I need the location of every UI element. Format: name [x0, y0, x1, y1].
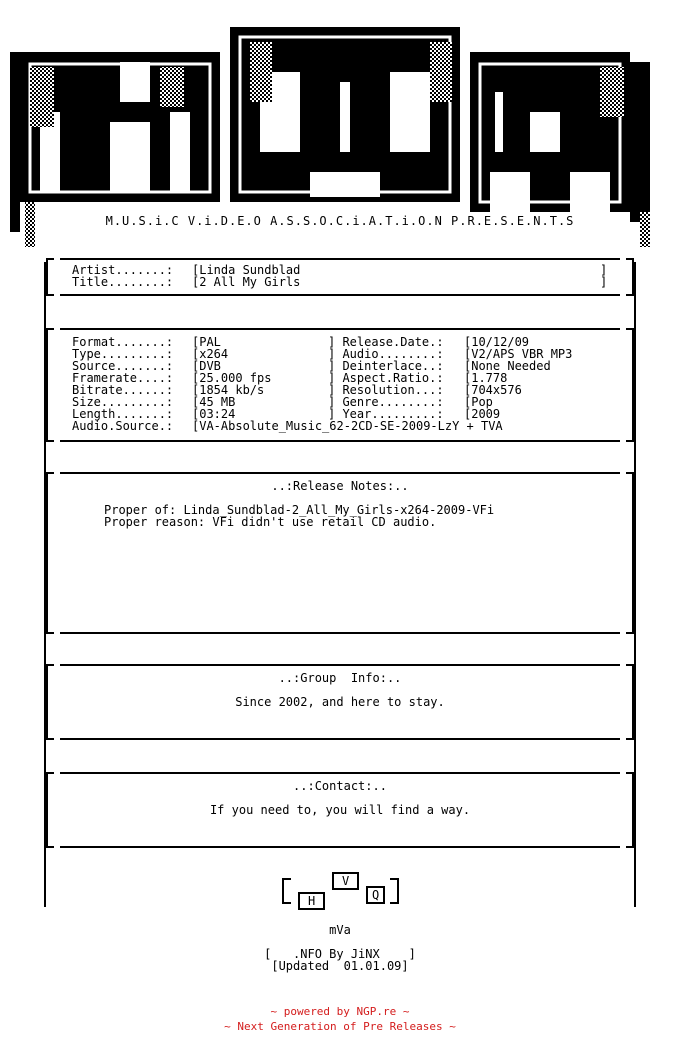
group-info-text: Since 2002, and here to stay. — [235, 695, 445, 709]
audio-source-value: [VA-Absolute_Music_62-2CD-SE-2009-LzY + TVA — [192, 419, 503, 433]
year-value: [2009 — [464, 407, 501, 421]
small-logo — [276, 868, 406, 918]
resolution-value: [704x576 — [464, 383, 522, 397]
aspect-ratio-value: [1.778 — [464, 371, 508, 385]
size-value: [45 MB — [192, 395, 236, 409]
artist-value: [Linda Sundblad — [192, 263, 301, 277]
framerate-label: Framerate....: — [72, 371, 174, 385]
type-label: Type.........: — [72, 347, 174, 361]
artist-close: ] — [600, 263, 608, 277]
title-close: ] — [600, 275, 608, 289]
deinterlace-label: ] Deinterlace..: — [328, 359, 444, 373]
small-logo-letter-3: Q — [366, 886, 385, 904]
release-notes-line-2: Proper reason: VFi didn't use retail CD audio. — [104, 515, 437, 529]
nfo-by: [ .NFO By JiNX ] — [264, 947, 416, 961]
release-notes-box — [60, 472, 620, 634]
size-label: Size.........: — [72, 395, 174, 409]
release-date-label: ] Release.Date.: — [328, 335, 444, 349]
bitrate-label: Bitrate......: — [72, 383, 174, 397]
contact-text: If you need to, you will find a way. — [209, 803, 471, 817]
length-label: Length.......: — [72, 407, 174, 421]
contact-title: ..:Contact:.. — [293, 779, 387, 793]
source-value: [DVB — [192, 359, 221, 373]
audio-label: ] Audio........: — [328, 347, 444, 361]
year-label: ] Year.........: — [328, 407, 444, 421]
framerate-value: [25.000 fps — [192, 371, 272, 385]
length-value: [03:24 — [192, 407, 236, 421]
format-value: [PAL — [192, 335, 221, 349]
group-info-title: ..:Group Info:.. — [278, 671, 402, 685]
small-logo-letter-1: H — [298, 892, 325, 910]
genre-label: ] Genre........: — [328, 395, 444, 409]
release-notes-line-1: Proper of: Linda_Sundblad-2_All_My_Girls-x264-2009-VFi — [104, 503, 495, 517]
type-value: [x264 — [192, 347, 229, 361]
artist-label: Artist.......: — [72, 263, 174, 277]
powered-by: ~ powered by NGP.re ~ — [270, 1005, 410, 1018]
tagline: M.U.S.i.C V.i.D.E.O A.S.S.O.C.i.A.T.i.O.N P.R.E.S.E.N.T.S — [105, 214, 575, 228]
release-date-value: [10/12/09 — [464, 335, 530, 349]
release-notes-title: ..:Release Notes:.. — [271, 479, 409, 493]
ngp-tagline: ~ Next Generation of Pre Releases ~ — [224, 1020, 456, 1033]
small-logo-caption: mVa — [329, 923, 351, 937]
deinterlace-value: [None Needed — [464, 359, 551, 373]
small-logo-right-bracket — [390, 878, 399, 904]
resolution-label: ] Resolution...: — [328, 383, 444, 397]
audio-source-label: Audio.Source.: — [72, 419, 174, 433]
small-logo-letter-2: V — [332, 872, 359, 890]
bitrate-value: [1854 kb/s — [192, 383, 265, 397]
genre-value: [Pop — [464, 395, 493, 409]
title-value: [2 All My Girls — [192, 275, 301, 289]
audio-value: [V2/APS VBR MP3 — [464, 347, 573, 361]
aspect-ratio-label: ] Aspect.Ratio.: — [328, 371, 444, 385]
source-label: Source.......: — [72, 359, 174, 373]
title-label: Title........: — [72, 275, 174, 289]
small-logo-left-bracket — [282, 878, 291, 904]
format-label: Format.......: — [72, 335, 174, 349]
updated-date: [Updated 01.01.09] — [271, 959, 409, 973]
